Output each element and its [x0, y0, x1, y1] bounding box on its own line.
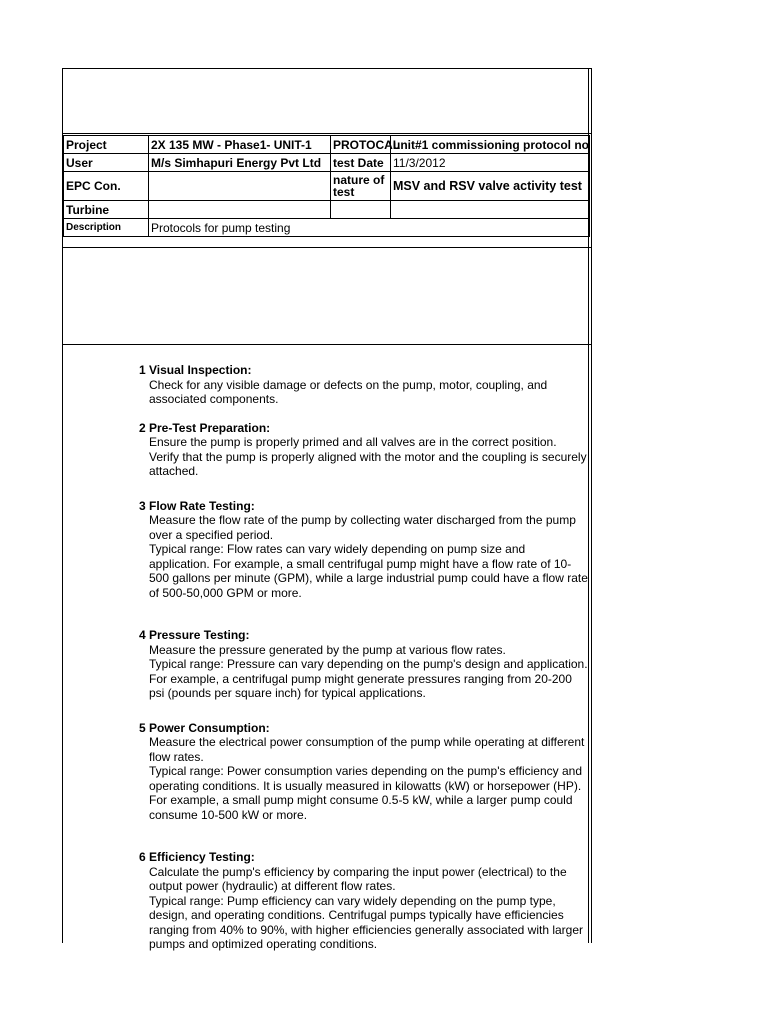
step-text: Typical range: Pressure can vary depending on the pump's design and application. For example, a centrifugal pump might generate pressures ranging from 20-200 psi (pounds per square inch) for typical applications.: [149, 657, 588, 700]
procedure-step: [63, 721, 591, 823]
procedure-step: [63, 628, 591, 701]
turbine-value: [149, 201, 331, 219]
step-body: [149, 435, 589, 479]
description-row: [64, 219, 590, 237]
step-title: Pressure Testing:: [149, 628, 250, 642]
user-label: User: [64, 154, 149, 172]
step-text: Typical range: Pump efficiency can vary widely depending on the pump type, design, and operating conditions. Centrifugal pumps typically have efficiencies ranging from 40% to 90%, with higher efficiencies generally associated with larger pumps and optimized operating conditions.: [149, 893, 584, 951]
step-text: Ensure the pump is properly primed and all valves are in the correct position.: [149, 435, 557, 449]
description-label: Description: [64, 219, 149, 237]
nature-of-test-value: MSV and RSV valve activity test: [391, 172, 590, 201]
step-number: 1: [139, 363, 146, 377]
step-number: 2: [139, 420, 146, 435]
step-text: Calculate the pump's efficiency by comparing the input power (electrical) to the output power (hydraulic) at different flow rates.: [149, 864, 567, 893]
epc-row: [64, 172, 590, 201]
step-body: [149, 378, 589, 407]
step-title: Flow Rate Testing:: [149, 498, 255, 513]
step-text: Check for any visible damage or defects on the pump, motor, coupling, and associated components.: [149, 377, 548, 406]
test-date-value: 11/3/2012: [391, 154, 590, 172]
test-date-label: test Date: [331, 154, 391, 172]
step-text: Verify that the pump is properly aligned with the motor and the coupling is securely attached.: [149, 449, 587, 478]
step-text: Typical range: Flow rates can vary widely depending on pump size and application. For example, a small centrifugal pump might have a flow rate of 10-500 gallons per minute (GPM), while a large industrial pump could have a flow rate of 500-50,000 GPM or more.: [149, 542, 588, 600]
step-title: Visual Inspection:: [149, 363, 252, 377]
step-number: 4: [139, 628, 146, 642]
header-blank-area: [63, 69, 591, 134]
step-text: Measure the electrical power consumption of the pump while operating at different flow rates.: [149, 735, 585, 764]
user-row: [64, 154, 590, 172]
protocol-sheet: [62, 68, 592, 951]
project-row: [64, 136, 590, 154]
step-number: 5: [139, 720, 146, 735]
step-title: Pre-Test Preparation:: [149, 420, 271, 435]
step-body: [149, 643, 589, 701]
step-number: 6: [139, 850, 146, 864]
protocol-label: PROTOCAL: [331, 136, 391, 154]
nature-of-test-label: nature of test: [331, 172, 391, 201]
step-text: Measure the pressure generated by the pump at various flow rates.: [149, 642, 506, 657]
step-text: Measure the flow rate of the pump by collecting water discharged from the pump over a specified period.: [149, 513, 576, 542]
procedure-step: [63, 499, 591, 601]
turbine-row: [64, 201, 590, 219]
step-title: Efficiency Testing:: [149, 850, 255, 864]
header-info-table: [63, 135, 590, 237]
blank-section: [63, 247, 591, 345]
step-body: [149, 735, 589, 822]
turbine-label: Turbine: [64, 201, 149, 219]
user-value: M/s Simhapuri Energy Pvt Ltd: [149, 154, 331, 172]
turbine-extra-2: [391, 201, 590, 219]
epc-value: [149, 172, 331, 201]
turbine-extra-1: [331, 201, 391, 219]
procedure-step: [63, 421, 591, 479]
project-label: Project: [64, 136, 149, 154]
project-value: 2X 135 MW - Phase1- UNIT-1: [149, 136, 331, 154]
description-value: Protocols for pump testing: [149, 219, 590, 237]
procedure-step: [63, 363, 591, 407]
step-body: [149, 513, 589, 600]
procedure-list: [63, 363, 591, 952]
step-text: Typical range: Power consumption varies depending on the pump's efficiency and operating conditions. It is usually measured in kilowatts (kW) or horsepower (HP). For example, a small pump might consume 0.5-5 kW, while a larger pump could consume 10-500 kW or more.: [149, 764, 582, 822]
step-number: 3: [139, 498, 146, 513]
procedure-step: [63, 850, 591, 952]
step-title: Power Consumption:: [149, 720, 270, 735]
step-body: [149, 865, 589, 952]
protocol-value: unit#1 commissioning protocol no: [391, 136, 590, 154]
epc-label: EPC Con.: [64, 172, 149, 201]
